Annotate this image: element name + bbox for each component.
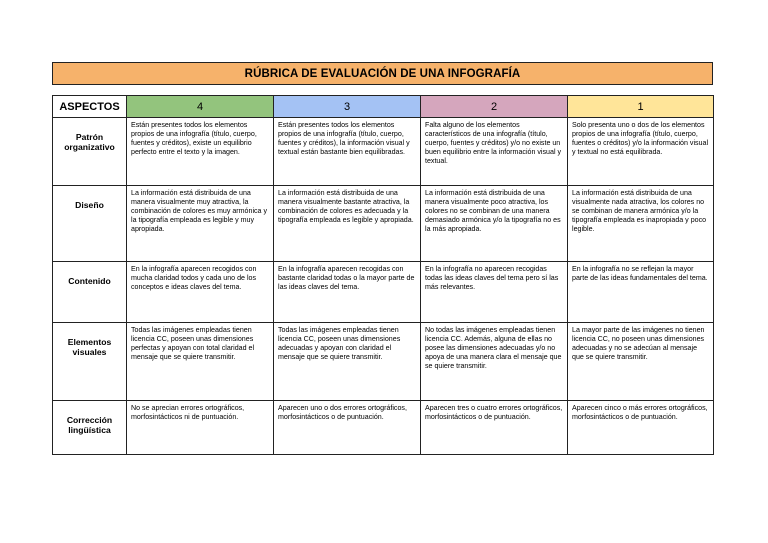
- table-row: [53, 118, 714, 186]
- criterion-cell: Aparecen cinco o más errores ortográficos, morfosintácticos o de puntuación.: [568, 401, 714, 455]
- criterion-cell: Todas las imágenes empleadas tienen licencia CC, poseen unas dimensiones adecuadas y apoyan con claridad el mensaje que se quiere transmitir.: [274, 323, 421, 401]
- criterion-cell: La información está distribuida de una manera visualmente poco atractiva, los colores no se combinan de una manera demasiado armónica y/o la tipografía no es la más apropiada.: [421, 186, 568, 262]
- criterion-cell: Aparecen tres o cuatro errores ortográficos, morfosintácticos o de puntuación.: [421, 401, 568, 455]
- level-2-header: 2: [421, 96, 568, 118]
- criterion-cell: La información está distribuida de una manera visualmente bastante atractiva, la combinación de colores es adecuada y la tipografía empleada es legible y apropiada.: [274, 186, 421, 262]
- criterion-cell: Están presentes todos los elementos propios de una infografía (título, cuerpo, fuentes y créditos), existe un equilibrio perfecto entre el texto y la imagen.: [127, 118, 274, 186]
- rubric-table: [52, 95, 714, 455]
- aspect-label: Elementos visuales: [53, 323, 127, 401]
- criterion-cell: La información está distribuida de una visualmente nada atractiva, los colores no se combinan de manera armónica y/o la tipografía empleada es inapropiada y poco legible.: [568, 186, 714, 262]
- criterion-cell: En la infografía no aparecen recogidas todas las ideas claves del tema pero sí las más relevantes.: [421, 262, 568, 323]
- header-row: [53, 96, 714, 118]
- criterion-cell: No todas las imágenes empleadas tienen licencia CC. Además, alguna de ellas no posee las dimensiones adecuadas y/o no apoya de una manera clara el mensaje que se quiere transmitir.: [421, 323, 568, 401]
- aspect-label: Contenido: [53, 262, 127, 323]
- level-1-header: 1: [568, 96, 714, 118]
- criterion-cell: En la infografía aparecen recogidos con mucha claridad todos y cada uno de los conceptos e ideas claves del tema.: [127, 262, 274, 323]
- level-3-header: 3: [274, 96, 421, 118]
- criterion-cell: La información está distribuida de una manera visualmente muy atractiva, la combinación de colores es muy armónica y la tipografía empleada es legible y muy apropiada.: [127, 186, 274, 262]
- table-row: [53, 401, 714, 455]
- criterion-cell: Están presentes todos los elementos propios de una infografía (título, cuerpo, fuentes y créditos), la información visual y textual están bastante bien equilibradas.: [274, 118, 421, 186]
- level-4-header: 4: [127, 96, 274, 118]
- criterion-cell: En la infografía no se reflejan la mayor parte de las ideas fundamentales del tema.: [568, 262, 714, 323]
- criterion-cell: No se aprecian errores ortográficos, morfosintácticos ni de puntuación.: [127, 401, 274, 455]
- table-row: [53, 262, 714, 323]
- aspect-label: Diseño: [53, 186, 127, 262]
- table-row: [53, 323, 714, 401]
- aspect-label: Corrección lingüística: [53, 401, 127, 455]
- criterion-cell: Solo presenta uno o dos de los elementos propios de una infografía (título, cuerpo, fuentes o créditos) y/o la información visual y textual no está equilibrada.: [568, 118, 714, 186]
- criterion-cell: Todas las imágenes empleadas tienen licencia CC, poseen unas dimensiones perfectas y apoyan con total claridad el mensaje que se quiere transmitir.: [127, 323, 274, 401]
- criterion-cell: Aparecen uno o dos errores ortográficos, morfosintácticos o de puntuación.: [274, 401, 421, 455]
- rubric-title: RÚBRICA DE EVALUACIÓN DE UNA INFOGRAFÍA: [52, 62, 713, 85]
- criterion-cell: Falta alguno de los elementos característicos de una infografía (título, cuerpo, fuentes y créditos) y/o no existe un buen equilibrio entre la información visual y textual.: [421, 118, 568, 186]
- criterion-cell: La mayor parte de las imágenes no tienen licencia CC, no poseen unas dimensiones adecuadas y no se adecúan al mensaje que se quiere transmitir.: [568, 323, 714, 401]
- aspects-header: ASPECTOS: [53, 96, 127, 118]
- table-row: [53, 186, 714, 262]
- criterion-cell: En la infografía aparecen recogidas con bastante claridad todas o la mayor parte de las ideas claves del tema.: [274, 262, 421, 323]
- aspect-label: Patrón organizativo: [53, 118, 127, 186]
